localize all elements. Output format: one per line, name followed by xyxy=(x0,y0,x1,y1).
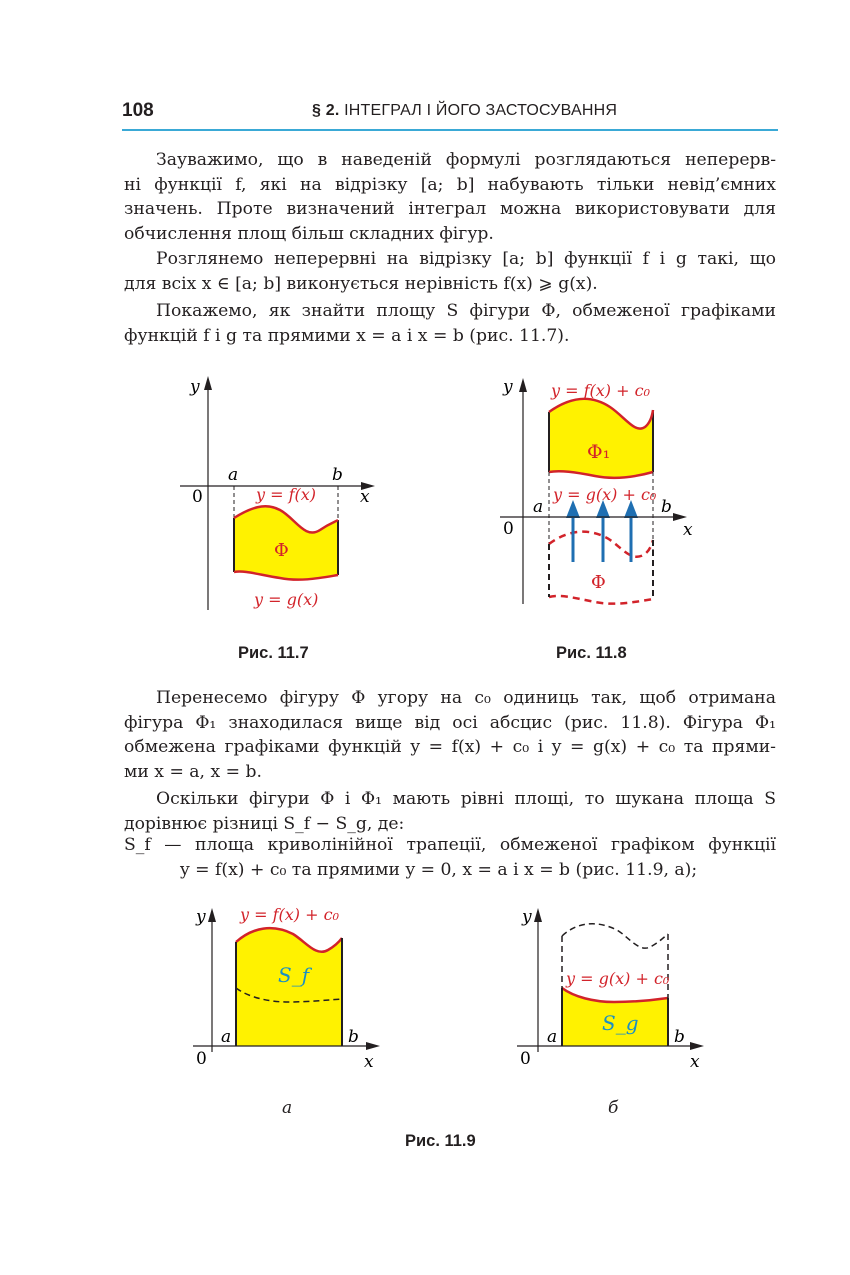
y-axis-label: y xyxy=(190,377,200,397)
curve-g-original xyxy=(549,596,653,604)
y-axis-arrow-icon xyxy=(534,908,542,922)
text-line: для всіх x ∈ [a; b] виконується нерівність f(x) ⩾ g(x). xyxy=(124,273,598,294)
region-phi-label: Φ xyxy=(591,572,606,593)
f-shifted-label: y = f(x) + c₀ xyxy=(240,905,339,924)
text-line: значень. Проте визначений інтеграл можна використовувати для xyxy=(124,199,776,219)
text-line: обмежена графіками функцій y = f(x) + c₀ і y = g(x) + c₀ та прями- xyxy=(124,737,776,757)
x-axis-label: x xyxy=(683,520,693,540)
y-axis-arrow-icon xyxy=(204,376,212,390)
y-axis-label: y xyxy=(522,907,532,927)
label-a: a xyxy=(533,497,544,517)
text-line: ми x = a, x = b. xyxy=(124,761,262,782)
caption-11-9: Рис. 11.9 xyxy=(405,1132,476,1150)
text-line: Зауважимо, що в наведеній формулі розглядаються неперерв- xyxy=(156,150,776,170)
text-line: Покажемо, як знайти площу S фігури Φ, обмеженої графіками xyxy=(156,301,776,321)
x-axis-label: x xyxy=(360,487,370,507)
caption-11-8: Рис. 11.8 xyxy=(556,644,627,662)
origin-label: 0 xyxy=(520,1049,531,1069)
y-axis-label: y xyxy=(503,377,513,397)
text-line: y = f(x) + c₀ та прямими y = 0, x = a і x = b (рис. 11.9, a); xyxy=(180,859,698,880)
f-label: y = f(x) xyxy=(256,485,317,504)
text-line: фігура Φ₁ знаходилася вище від осі абсцис (рис. 11.8). Фігура Φ₁ xyxy=(124,712,776,733)
section-mark: § 2. xyxy=(312,102,340,119)
origin-label: 0 xyxy=(503,519,514,539)
subfigure-b-label: б xyxy=(608,1098,619,1118)
region-label: Φ xyxy=(274,540,289,561)
label-a: a xyxy=(221,1027,232,1047)
label-b: b xyxy=(332,465,343,485)
text-line: Розглянемо неперервні на відрізку [a; b] функції f і g такі, що xyxy=(156,249,776,269)
f-shifted-label: y = f(x) + c₀ xyxy=(551,381,650,400)
text-line: S_f — площа криволінійної трапеції, обмеженої графіком функції xyxy=(124,835,776,855)
paragraph-5 xyxy=(124,787,776,836)
x-axis-arrow-icon xyxy=(366,1042,380,1050)
label-b: b xyxy=(661,497,672,517)
y-axis-arrow-icon xyxy=(519,378,527,392)
figure-11-7 xyxy=(170,370,390,625)
y-axis-arrow-icon xyxy=(208,908,216,922)
header-rule xyxy=(122,129,778,131)
label-b: b xyxy=(348,1027,359,1047)
figure-11-8 xyxy=(495,372,720,617)
region-phi-1-label: Φ₁ xyxy=(587,441,611,463)
page-number: 108 xyxy=(122,100,154,121)
x-axis-arrow-icon xyxy=(690,1042,704,1050)
paragraph-3 xyxy=(124,299,776,348)
y-axis-label: y xyxy=(196,907,206,927)
running-head xyxy=(312,102,617,120)
region-s-f-label: S_f xyxy=(278,963,310,987)
text-line: функцій f і g та прямими x = a і x = b (рис. 11.7). xyxy=(124,325,570,346)
paragraph-4 xyxy=(124,686,776,784)
text-line: Перенесемо фігуру Φ угору на c₀ одиниць так, щоб отримана xyxy=(156,688,776,708)
label-a: a xyxy=(228,465,239,485)
region-s-f xyxy=(236,928,342,1046)
origin-label: 0 xyxy=(196,1049,207,1069)
curve-f-shifted-dashed xyxy=(562,924,668,948)
subfigure-a-label: а xyxy=(282,1098,293,1118)
origin-label: 0 xyxy=(192,487,203,507)
section-title: ІНТЕГРАЛ І ЙОГО ЗАСТОСУВАННЯ xyxy=(344,102,618,119)
region-s-g-label: S_g xyxy=(602,1011,639,1035)
text-line: ні функції f, які на відрізку [a; b] набувають тільки невід’ємних xyxy=(124,174,776,195)
text-line: Оскільки фігури Φ і Φ₁ мають рівні площі, то шукана площа S xyxy=(156,789,776,809)
label-a: a xyxy=(547,1027,558,1047)
text-line: обчислення площ більш складних фігур. xyxy=(124,223,494,244)
x-axis-label: x xyxy=(364,1052,374,1072)
paragraph-6 xyxy=(124,833,776,882)
x-axis-label: x xyxy=(690,1052,700,1072)
region-phi-1 xyxy=(549,399,653,478)
figure-11-9a xyxy=(188,902,393,1077)
paragraph-2 xyxy=(124,247,776,296)
text-line: дорівнює різниці S_f − S_g, де: xyxy=(124,813,405,834)
paragraph-1 xyxy=(124,148,776,246)
caption-11-7: Рис. 11.7 xyxy=(238,644,309,662)
g-shifted-label: y = g(x) + c₀ xyxy=(553,485,657,504)
figure-11-9b xyxy=(512,902,717,1077)
g-shifted-label: y = g(x) + c₀ xyxy=(566,969,670,988)
g-label: y = g(x) xyxy=(254,590,319,609)
label-b: b xyxy=(674,1027,685,1047)
curve-f-original xyxy=(549,532,653,557)
